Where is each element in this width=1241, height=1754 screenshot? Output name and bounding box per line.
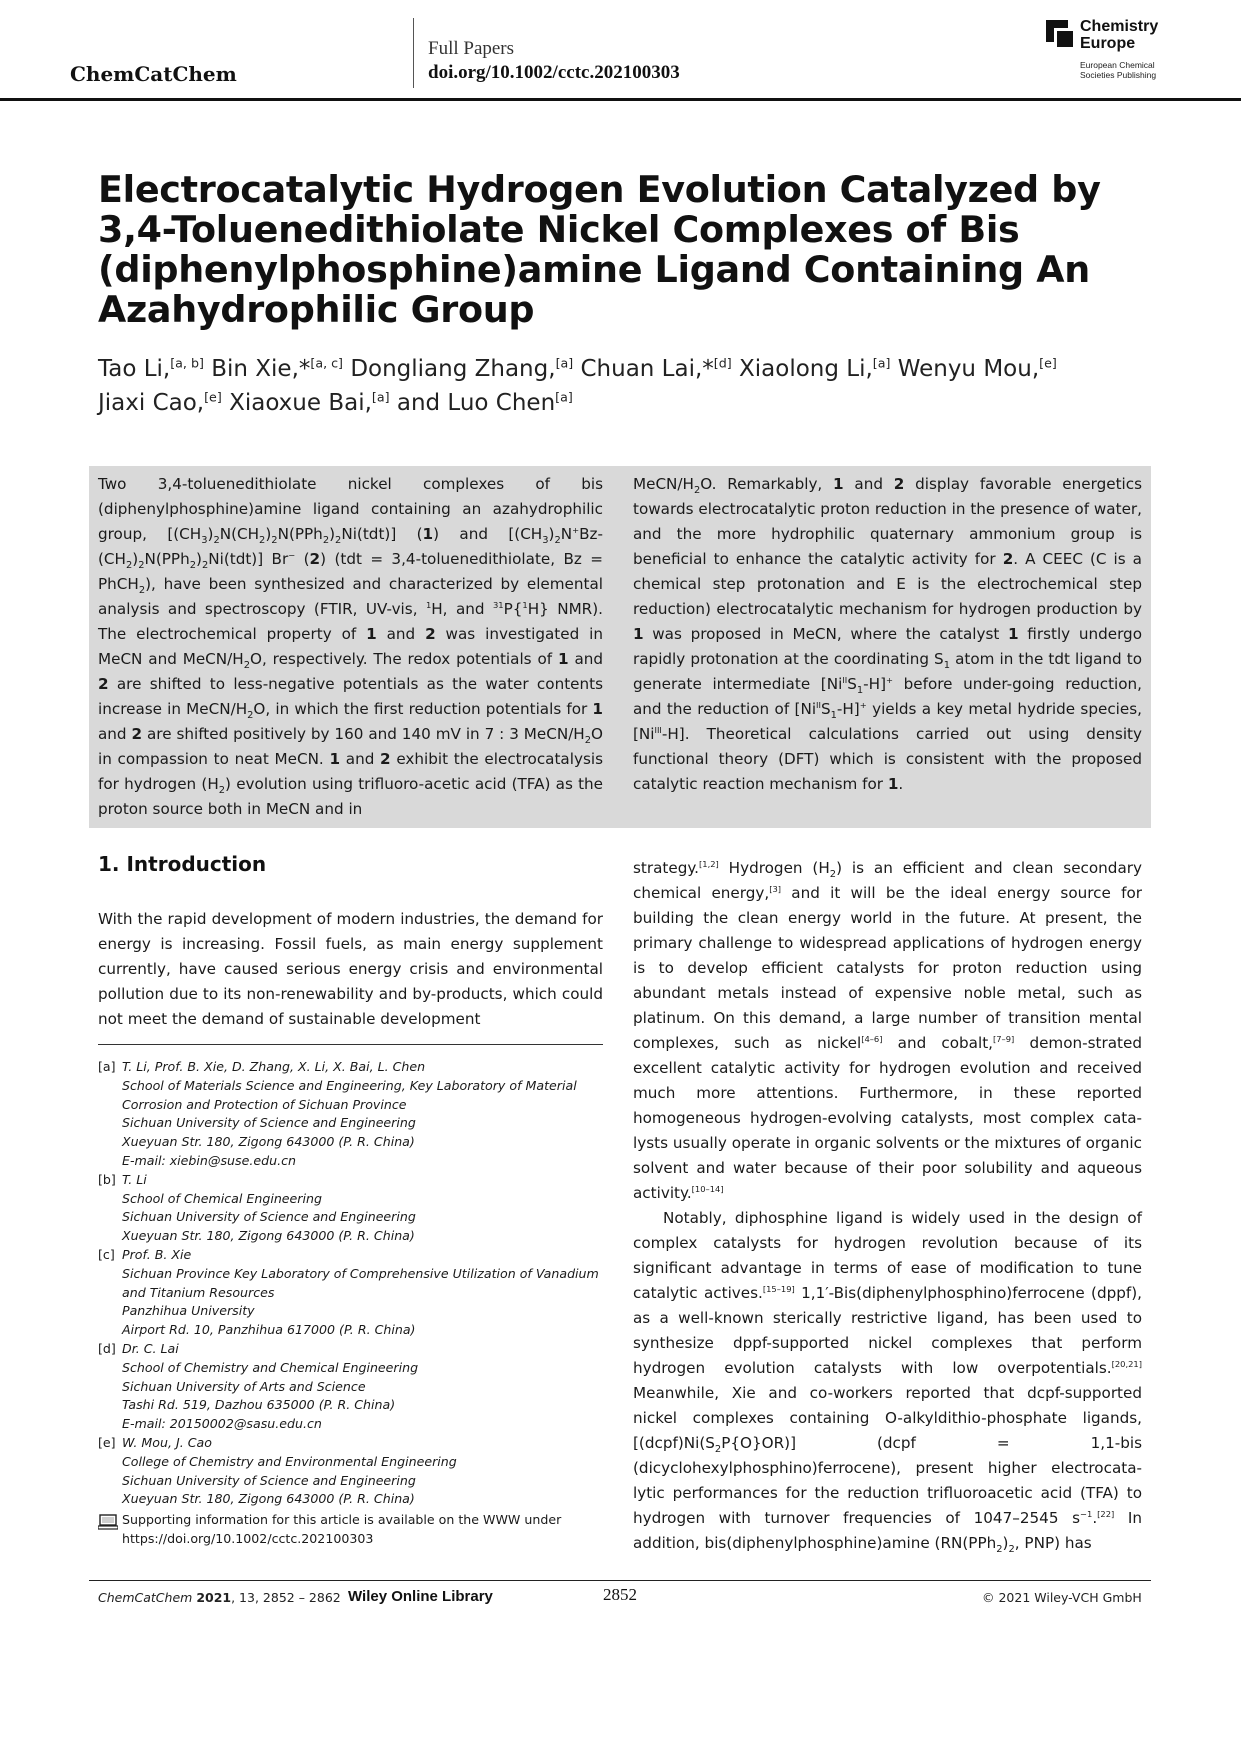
affiliation-d: [d] Dr. C. Lai School of Chemistry and Chemical Engineering Sichuan University of Arts and Science Tashi Rd. 519, Dazhou 635000 (P. R. China) E-mail: 20150002@sasu.edu.cn (98, 1340, 608, 1434)
citation[interactable]: [1,2] (699, 858, 719, 869)
affiliation-b: [b] T. Li School of Chemical Engineering Sichuan University of Science and Engineering Xueyuan Str. 180, Zigong 643000 (P. R. China) (98, 1171, 416, 1244)
affiliation-label: [b] (98, 1171, 116, 1187)
logo-subtitle-1: European Chemical (1080, 60, 1155, 70)
author: Xiaolong Li,[a] (739, 355, 891, 382)
author: and Luo Chen[a] (396, 389, 573, 416)
logo-line-2: Europe (1080, 35, 1136, 52)
citation[interactable]: [20,21] (1111, 1358, 1142, 1369)
author: Bin Xie,*[a, c] (211, 355, 343, 382)
citation[interactable]: [3] (769, 883, 782, 894)
author: Chuan Lai,*[d] (580, 355, 732, 382)
doi-link[interactable]: doi.org/10.1002/cctc.202100303 (428, 62, 680, 83)
abstract-left-column: Two 3,4-toluenedithiolate nickel complexes of bis (diphenylphosphine)amine ligand containing an azahydrophilic group, $[(CH_3)_2N(CH_2)_2N(PPh_2)_2Ni(tdt)]$ (1) and $[(CH_3)_2N^+Bz-(CH_2)_2N(PPh_2)_2Ni(tdt)]$ Br− (2) (tdt = 3,4-toluenedithiolate, Bz = PhCH$_2$), have been synthesized and characterized by elemental analysis and spectroscopy (FTIR, UV-vis, $^1$H, and $^{31}$P{$^1$H} NMR). The electrochemical property of 1 and 2 was investigated in MeCN and MeCN/$H_2O$, respectively. The redox potentials of 1 and 2 are shifted to less-negative potentials as the water contents increase in MeCN/$H_2O$, in which the first reduction potentials for 1 and 2 are shifted positively by 160 and 140 mV in 7 : 3 MeCN/$H_2O$ in compassion to neat MeCN. 1 and 2 exhibit the electrocatalysis for hydrogen $(H_2)$ evolution using trifluoro-acetic acid (TFA) as the proton source both in MeCN and in (98, 475, 604, 818)
intro-left-paragraph: With the rapid development of modern industries, the demand for energy is increasing. Fossil fuels, as main energy supplement currently, have caused serious energy crisis and environmental pollution due to its non-renewability and by-products, which could not meet the demand of sustainable development (98, 910, 603, 1028)
author: Dongliang Zhang,[a] (350, 355, 574, 382)
affiliation-label: [c] (98, 1246, 115, 1262)
intro-right-column (633, 856, 1142, 1556)
abstract-right-column: MeCN/$H_2O$. Remarkably, 1 and 2 display favorable energetics towards electrocatalytic proton reduction in the presence of water, and the more hydrophilic quaternary ammonium group is beneficial to enhance the catalytic activity for 2. A CEEC (C is a chemical step protonation and E is the electrochemical step reduction) electrocatalytic mechanism for hydrogen production by 1 was proposed in MeCN, where the catalyst 1 firstly undergo rapidly protonation at the coordinating $S_1$ atom in the tdt ligand to generate intermediate $[Ni^{II}S_1-H]^+$ before under-going reduction, and the reduction of $[Ni^{II}S_1-H]^+$ yields a key metal hydride species, $[Ni^{III}-H]$. Theoretical calculations carried out using density functional theory (DFT) which is consistent with the proposed catalytic reaction mechanism for 1. (633, 475, 1143, 793)
computer-icon (98, 1514, 118, 1530)
logo-subtitle-2: Societies Publishing (1080, 70, 1157, 80)
citation[interactable]: [4–6] (861, 1033, 883, 1044)
page-number: 2852 (603, 1585, 637, 1604)
section-type: Full Papers (428, 38, 515, 59)
author: Wenyu Mou,[e] (897, 355, 1057, 382)
author: Xiaoxue Bai,[a] (229, 389, 390, 416)
author: Tao Li,[a, b] (98, 355, 204, 382)
chemistry-europe-logo[interactable] (1046, 20, 1196, 82)
affiliation-label: [a] (98, 1059, 116, 1074)
footnote-rule (98, 1044, 603, 1045)
email-link[interactable]: E-mail: xiebin@suse.edu.cn (122, 1152, 296, 1168)
copyright: © 2021 Wiley-VCH GmbH (982, 1590, 1142, 1605)
affiliation-label: [e] (98, 1434, 116, 1450)
intro-paragraph: Notably, diphosphine ligand is widely used in the design of complex catalysts for hydrogen revolution because of its significant advantage in terms of ease of modification to tune catalytic actives.[15–19] 1,1′-Bis(diphenylphosphino)ferrocene (dppf), as a well-known sterically restrictive ligand, has been used to synthesize dppf-supported nickel complexes that perform hydrogen evolution catalysts with low overpotentials.[20,21] Meanwhile, Xie and co-workers reported that dcpf-supported nickel complexes containing O-alkyldithio-phosphate ligands, $[(dcpf)Ni(S_2P\{O\}OR)]$ (dcpf = 1,1-bis (dicyclohexylphosphino)ferrocene), present higher electrocata-lytic performances for the reduction trifluoroacetic acid (TFA) to hydrogen with turnover frequencies of 1047–2545 $s^{-1}.[22]$ In addition, bis(diphenylphosphine)amine ($RN(PPh_2)_2$, PNP) has (633, 1209, 1142, 1556)
chemistry-europe-logo-icon (1046, 20, 1076, 50)
supporting-info-link[interactable]: https://doi.org/10.1002/cctc.202100303 (122, 1530, 374, 1546)
citation[interactable]: [15–19] (762, 1283, 795, 1294)
header-rule (0, 98, 1241, 101)
header-divider (413, 18, 414, 88)
citation[interactable]: [22] (1097, 1508, 1115, 1519)
citation[interactable]: [7–9] (992, 1033, 1015, 1044)
logo-line-1: Chemistry (1080, 18, 1159, 35)
author-list (98, 352, 1158, 420)
email-link[interactable]: E-mail: 20150002@sasu.edu.cn (122, 1416, 322, 1432)
article-title: Electrocatalytic Hydrogen Evolution Catalyzed by 3,4-Toluenedithiolate Nickel Complexes of Bis (diphenylphosphine)amine Ligand Containing An Azahydrophilic Group (98, 168, 1101, 331)
affiliation-c: [c] Prof. B. Xie Sichuan Province Key Laboratory of Comprehensive Utilization of Vanadium and Titanium Resources Panzhihua University Airport Rd. 10, Panzhihua 617000 (P. R. China) (98, 1246, 599, 1338)
supporting-information (98, 1511, 608, 1549)
citation[interactable]: [10–14] (691, 1183, 724, 1194)
footer-citation: ChemCatChem 2021, 13, 2852 – 2862 (98, 1590, 341, 1605)
affiliation-a: [a] T. Li, Prof. B. Xie, D. Zhang, X. Li, X. Bai, L. Chen School of Materials Science and Engineering, Key Laboratory of Material Corrosion and Protection of Sichuan Province Sichuan University of Science and Engineering Xueyuan Str. 180, Zigong 643000 (P. R. China) E-mail: xiebin@suse.edu.cn (98, 1058, 608, 1171)
affiliations (98, 1058, 608, 1549)
footer-rule (89, 1580, 1151, 1581)
journal-name: ChemCatChem (70, 62, 237, 86)
affiliation-e: [e] W. Mou, J. Cao College of Chemistry and Environmental Engineering Sichuan University of Science and Engineering Xueyuan Str. 180, Zigong 643000 (P. R. China) (98, 1434, 457, 1507)
author: Jiaxi Cao,[e] (98, 389, 222, 416)
section-heading-introduction: 1. Introduction (98, 852, 267, 876)
intro-paragraph: strategy.[1,2] Hydrogen $(H_2)$ is an efficient and clean secondary chemical energy,[3] and it will be the ideal energy source for building the clean energy world in the future. At present, the primary challenge to widespread applications of hydrogen energy is to develop efficient catalysts for proton reduction using abundant metals instead of expensive noble metal, such as platinum. On this demand, a large number of transition mental complexes, such as nickel[4–6] and cobalt,[7–9] demon-strated excellent catalytic activity for hydrogen evolution and received much more attentions. Furthermore, in these reported homogeneous hydrogen-evolving catalysts, most complex cata-lysts usually operate in organic solvents or the mixtures of organic solvent and water because of their poor solubility and aqueous activity.[10–14] (633, 858, 1142, 1202)
supporting-info-text: Supporting information for this article is available on the WWW under (122, 1512, 562, 1528)
affiliation-label: [d] (98, 1340, 116, 1356)
wiley-online-library-link[interactable]: Wiley Online Library (348, 1588, 493, 1605)
